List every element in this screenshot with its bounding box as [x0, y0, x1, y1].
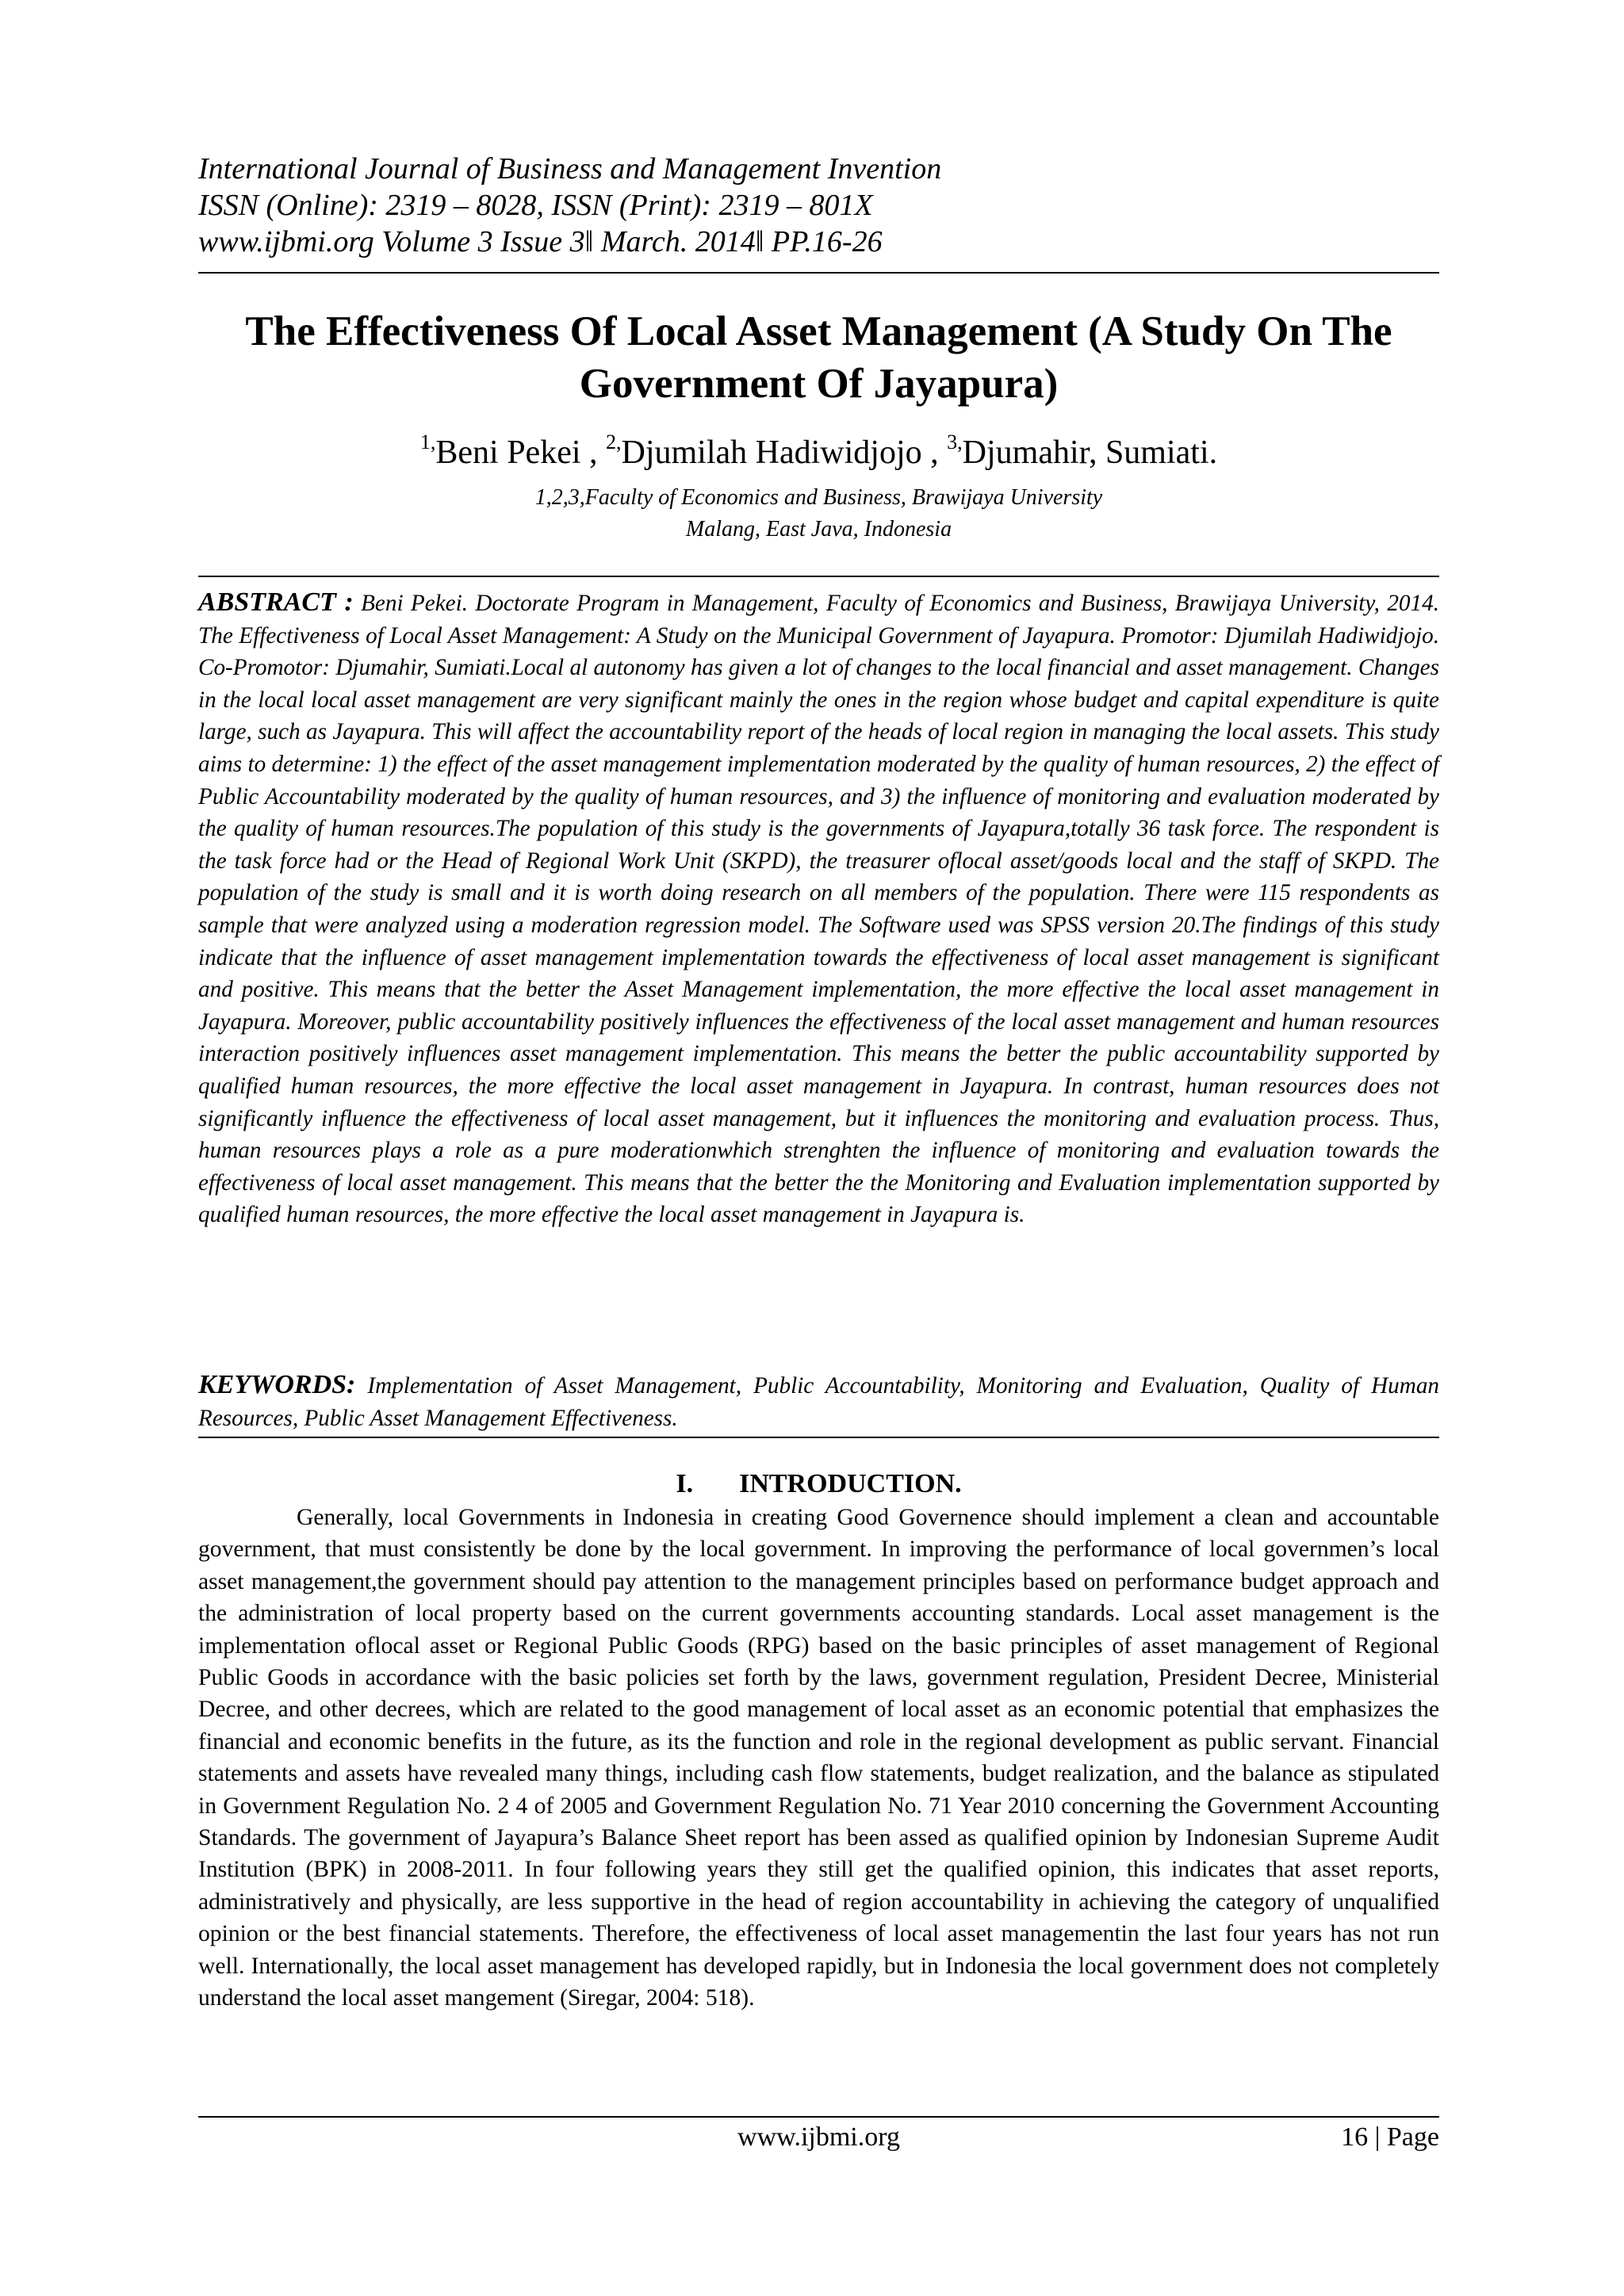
- abstract-divider: [198, 576, 1439, 577]
- abstract-label: ABSTRACT :: [198, 587, 354, 617]
- author-1-name: Beni Pekei ,: [435, 434, 607, 471]
- introduction-paragraph: Generally, local Governments in Indonesia in creating Good Governence should implement a clean and accountable government, that must consistently be done by the local government. In improving the performance of local governmen’s local asset management,the government should pay attention to the management principles based on performance budget approach and the administration of local property based on the current governments accounting standards. Local asset management is the implementation oflocal asset or Regional Public Goods (RPG) based on the basic principles of asset management of Regional Public Goods in accordance with the basic policies set forth by the laws, government regulation, President Decree, Ministerial Decree, and other decrees, which are related to the good management of local asset as an economic potential that emphasizes the financial and economic benefits in the future, as its the function and role in the regional development as public servant. Financial statements and assets have revealed many things, including cash flow statements, budget realization, and the balance as stipulated in Government Regulation No. 2 4 of 2005 and Government Regulation No. 71 Year 2010 concerning the Government Accounting Standards. The government of Jayapura’s Balance Sheet report has been assed as qualified opinion by Indonesian Supreme Audit Institution (BPK) in 2008-2011. In four following years they still get the qualified opinion, this indicates that asset reports, administratively and physically, are less supportive in the head of region accountability in achieving the category of unqualified opinion or the best financial statements. Therefore, the effectiveness of local asset managementin the last four years has not run well. Internationally, the local asset management has developed rapidly, but in Indonesia the local government does not completely understand the local asset mangement (Siregar, 2004: 518).: [198, 1505, 1439, 2011]
- affiliation-line-1: 1,2,3,Faculty of Economics and Business, Brawijaya University: [534, 485, 1103, 510]
- keywords-text: Implementation of Asset Management, Public Accountability, Monitoring and Evaluation, Quality of Human Resources, Public Asset Management Effectiveness.: [198, 1373, 1440, 1431]
- author-2-name: Djumilah Hadiwidjojo ,: [621, 434, 948, 471]
- journal-name: International Journal of Business and Management Invention: [198, 152, 942, 186]
- footer-divider: [198, 2116, 1439, 2118]
- paper-title: [198, 305, 1439, 410]
- footer-website: www.ijbmi.org: [737, 2122, 900, 2152]
- footer-page-number: 16 | Page: [1341, 2122, 1439, 2152]
- abstract: [198, 587, 1439, 1231]
- author-3-name: Djumahir, Sumiati.: [962, 434, 1218, 471]
- issn-line: ISSN (Online): 2319 – 8028, ISSN (Print): 2319 – 801X: [198, 189, 873, 222]
- author-3-affiliation-mark: 3,: [947, 430, 963, 453]
- keywords-label: KEYWORDS:: [198, 1370, 356, 1399]
- author-list: [198, 432, 1439, 473]
- author-2-affiliation-mark: 2,: [606, 430, 622, 453]
- volume-line: www.ijbmi.org Volume 3 Issue 3ǁ March. 2014ǁ PP.16-26: [198, 225, 883, 258]
- section-title: INTRODUCTION.: [739, 1469, 962, 1498]
- affiliation-line-2: Malang, East Java, Indonesia: [685, 517, 952, 541]
- keywords: [198, 1369, 1439, 1434]
- header-divider: [198, 272, 1439, 274]
- abstract-text: Beni Pekei. Doctorate Program in Management, Faculty of Economics and Business, Brawijaya University, 2014. The Effectiveness of Local Asset Management: A Study on the Municipal Government of Jayapura. Promotor: Djumilah Hadiwidjojo. Co-Promotor: Djumahir, Sumiati.Local al autonomy has given a lot of changes to the local financial and asset management. Changes in the local local asset management are very significant mainly the ones in the region whose budget and capital expenditure is quite large, such as Jayapura. This will affect the accountability report of the heads of local region in managing the local assets. This study aims to determine: 1) the effect of the asset management implementation moderated by the quality of human resources, 2) the effect of Public Accountability moderated by the quality of human resources, and 3) the influence of monitoring and evaluation moderated by the quality of human resources.The population of this study is the governments of Jayapura,totally 36 task force. The respondent is the task force had or the Head of Regional Work Unit (SKPD), the treasurer oflocal asset/goods local and the staff of SKPD. The population of the study is small and it is worth doing research on all members of the population. There were 115 respondents as sample that were analyzed using a moderation regression model. The Software used was SPSS version 20.The findings of this study indicate that the influence of asset management implementation towards the effectiveness of local asset management is significant and positive. This means that the better the Asset Management implementation, the more effective the local asset management in Jayapura. Moreover, public accountability positively influences the effectiveness of the local asset management and human resources interaction positively influences asset management implementation. This means the better the public accountability supported by qualified human resources, the more effective the local asset management in Jayapura. In contrast, human resources does not significantly influence the effectiveness of local asset management, but it influences the monitoring and evaluation process. Thus, human resources plays a role as a pure moderationwhich strenghten the influence of monitoring and evaluation towards the effectiveness of local asset management. This means that the better the the Monitoring and Evaluation implementation supported by qualified human resources, the more effective the local asset management in Jayapura is.: [198, 591, 1439, 1228]
- journal-header: [198, 151, 1439, 260]
- title-line-1: The Effectiveness Of Local Asset Management (A Study On The: [245, 308, 1392, 354]
- title-line-2: Government Of Jayapura): [579, 361, 1059, 407]
- author-1-affiliation-mark: 1,: [419, 430, 436, 453]
- section-number: I.: [676, 1469, 694, 1498]
- section-heading: [198, 1468, 1439, 1500]
- keywords-divider: [198, 1437, 1439, 1438]
